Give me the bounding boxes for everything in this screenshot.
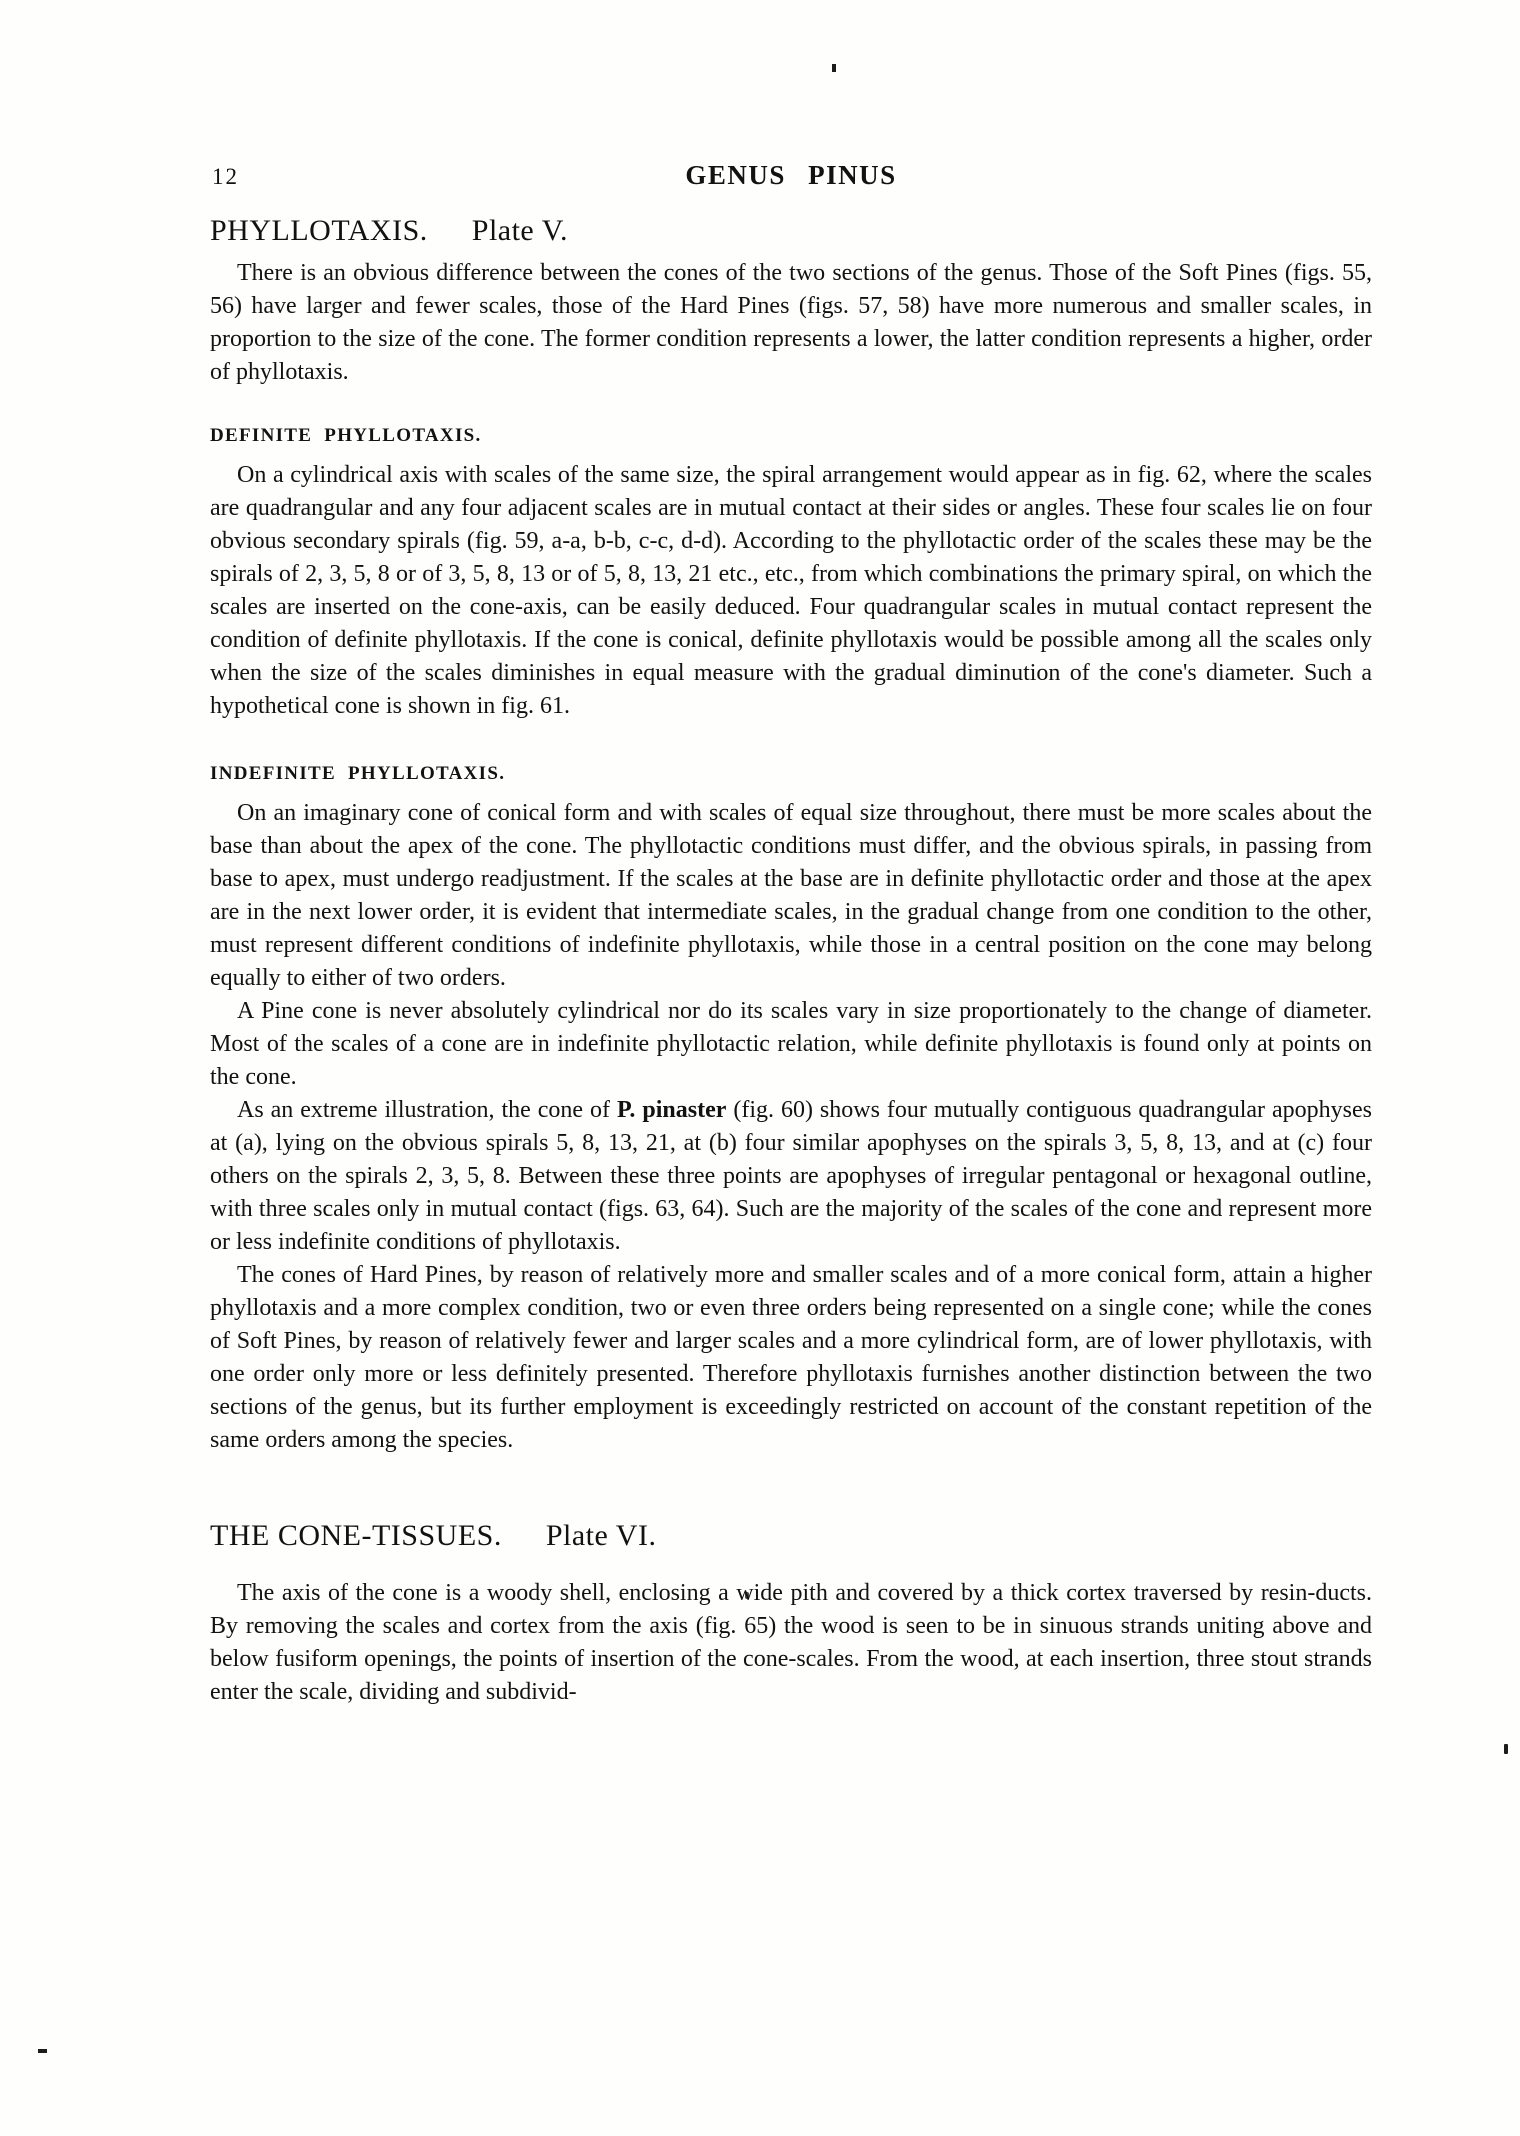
running-header: GENUS PINUS: [685, 160, 897, 190]
paragraph-cone-tissues: The axis of the cone is a woody shell, enclosing a wide pith and covered by a thick cortex traversed by resin-ducts. By removing the scales and cortex from the axis (fig. 65) the wood is seen to be in sinuous strands uniting above and below fusiform openings, the points of insertion of the cone-scales. From the wood, at each insertion, three stout strands enter the scale, dividing and subdivid-: [210, 1580, 1372, 1705]
section-heading-title: THE CONE-TISSUES.: [210, 1519, 502, 1552]
paragraph-text: As an extreme illustration, the cone of: [237, 1097, 617, 1123]
text-block: [210, 0, 1372, 1709]
paragraph-indefinite-3: [210, 1094, 1372, 1259]
page-header: [210, 160, 1372, 192]
subheading-indefinite-phyllotaxis: INDEFINITE PHYLLOTAXIS.: [210, 763, 506, 784]
paragraph-text: (fig. 60) shows four mutually contiguous quadrangular apophyses at (a), lying on the obvious spirals 5, 8, 13, 21, at (b) four similar apophyses on the spirals 3, 5, 8, 13, and at (c) four others on the spirals 2, 3, 5, 8. Between these three points are apophyses of irregular pentagonal or hexagonal outline, with three scales only in mutual contact (figs. 63, 64). Such are the majority of the scales of the cone and represent more or less indefinite conditions of phyllotaxis.: [210, 1097, 1372, 1255]
plate-reference: Plate V.: [471, 214, 569, 247]
scan-speck: [38, 2049, 47, 2053]
plate-reference: Plate VI.: [545, 1519, 657, 1552]
subheading-definite-phyllotaxis: DEFINITE PHYLLOTAXIS.: [210, 425, 482, 446]
paragraph-indefinite-2: A Pine cone is never absolutely cylindrical nor do its scales vary in size proportionately to the change of diameter. Most of the scales of a cone are in indefinite phyllotactic relation, while definite phyllotaxis is found only at points on the cone.: [210, 998, 1372, 1090]
section-heading-cone-tissues: [210, 1519, 1372, 1553]
paragraph-indefinite-4: The cones of Hard Pines, by reason of relatively more and smaller scales and of a more conical form, attain a higher phyllotaxis and a more complex condition, two or even three orders being represented on a single cone; while the cones of Soft Pines, by reason of relatively fewer and larger scales and a more cylindrical form, are of lower phyllotaxis, with one order only more or less definitely presented. Therefore phyllotaxis furnishes another distinction between the two sections of the genus, but its further employment is exceedingly restricted on account of the constant repetition of the same orders among the species.: [210, 1262, 1372, 1453]
paragraph-indefinite-1: On an imaginary cone of conical form and with scales of equal size throughout, there must be more scales about the base than about the apex of the cone. The phyllotactic conditions must differ, and the obvious spirals, in passing from base to apex, must undergo readjustment. If the scales at the base are in definite phyllotactic order and those at the apex are in the next lower order, it is evident that intermediate scales, in the gradual change from one condition to the other, must represent different conditions of indefinite phyllotaxis, while those in a central position on the cone may belong equally to either of two orders.: [210, 800, 1372, 991]
scan-speck: [1504, 1744, 1508, 1754]
section-heading-title: PHYLLOTAXIS.: [210, 214, 428, 247]
page-number: 12: [212, 164, 239, 189]
section-heading-phyllotaxis: [210, 214, 1372, 248]
paragraph-definite-phyllotaxis: On a cylindrical axis with scales of the same size, the spiral arrangement would appear as in fig. 62, where the scales are quadrangular and any four adjacent scales are in mutual contact at their sides or angles. These four scales lie on four obvious secondary spirals (fig. 59, a-a, b-b, c-c, d-d). According to the phyllotactic order of the scales these may be the spirals of 2, 3, 5, 8 or of 3, 5, 8, 13 or of 5, 8, 13, 21 etc., etc., from which combinations the primary spiral, on which the scales are inserted on the cone-axis, can be easily deduced. Four quadrangular scales in mutual contact represent the condition of definite phyllotaxis. If the cone is conical, definite phyllotaxis would be possible among all the scales only when the size of the scales diminishes in equal measure with the gradual diminution of the cone's diameter. Such a hypothetical cone is shown in fig. 61.: [210, 462, 1372, 719]
species-name: P. pinaster: [616, 1097, 727, 1123]
paragraph-phyllotaxis-intro: There is an obvious difference between the cones of the two sections of the genus. Those of the Soft Pines (figs. 55, 56) have larger and fewer scales, those of the Hard Pines (figs. 57, 58) have more numerous and smaller scales, in proportion to the size of the cone. The former condition represents a lower, the latter condition represents a higher, order of phyllotaxis.: [210, 260, 1372, 385]
